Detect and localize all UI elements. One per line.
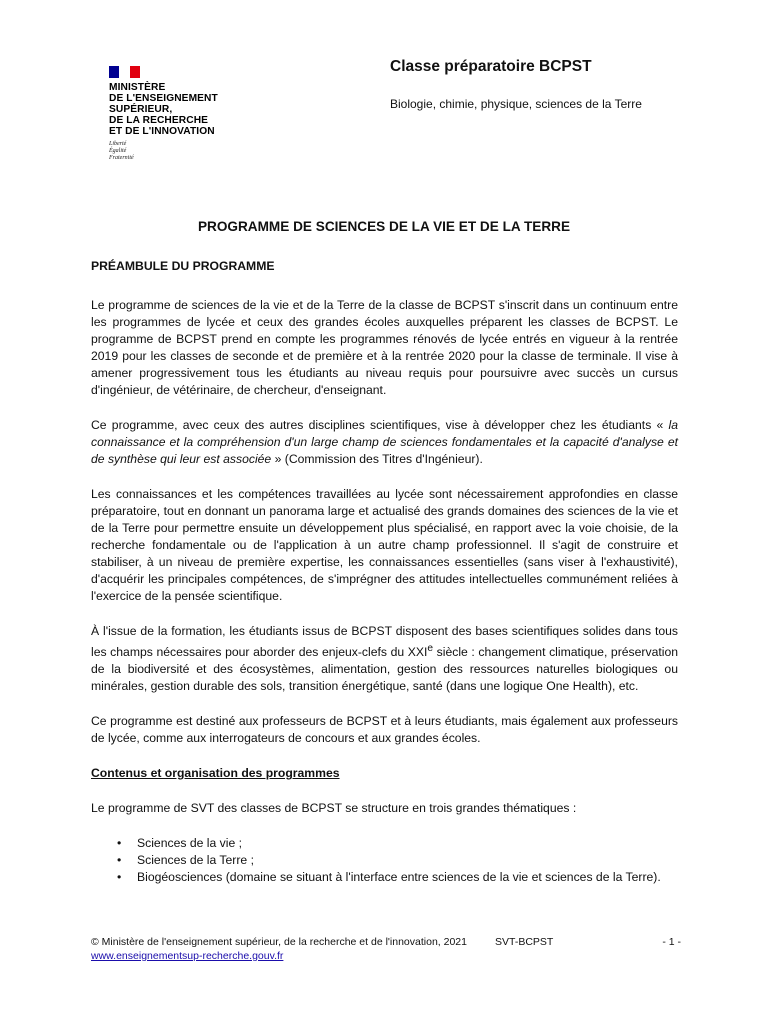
header-title: Classe préparatoire BCPST — [390, 58, 592, 75]
paragraph-audience: Ce programme est destiné aux professeurs de BCPST et à leurs étudiants, mais également aux professeurs de lycée, comme aux interrogateurs de concours et aux grandes écoles. — [91, 714, 678, 746]
list-item-text: Sciences de la Terre ; — [137, 853, 254, 868]
list-item — [91, 852, 678, 869]
republic-motto — [109, 141, 239, 162]
bullet-icon: • — [117, 853, 122, 868]
ministry-logo — [109, 66, 239, 162]
page-number: - 1 - — [662, 936, 681, 948]
paragraph-text: » (Commission des Titres d'Ingénieur). — [271, 452, 483, 466]
ministry-line: MINISTÈRE — [109, 82, 166, 93]
section-intro: Le programme de SVT des classes de BCPST se structure en trois grandes thématiques : — [91, 801, 577, 816]
themes-list — [91, 835, 678, 886]
list-item-text: Sciences de la vie ; — [137, 836, 243, 851]
motto-line: Fraternité — [109, 155, 134, 161]
bullet-icon: • — [117, 836, 122, 851]
paragraph-text: Ce programme, avec ceux des autres disciplines scientifiques, vise à développer chez les étudiants « — [91, 418, 669, 432]
ministry-name — [109, 82, 239, 137]
document-body — [91, 258, 678, 886]
section-heading: Contenus et organisation des programmes — [91, 766, 340, 781]
bullet-icon: • — [117, 870, 122, 885]
ministry-line: DE L'ENSEIGNEMENT — [109, 93, 218, 104]
paragraph-text: À l'issue de la formation, les étudiants issus de BCPST disposent des bases scientifiques solides dans tous les champs nécessaires pour aborder des enjeux-clefs du XXI — [91, 624, 678, 660]
page-footer — [91, 935, 681, 963]
footer-link[interactable]: www.enseignementsup-recherche.gouv.fr — [91, 950, 284, 962]
preamble-heading: PRÉAMBULE DU PROGRAMME — [91, 259, 275, 273]
footer-copyright: © Ministère de l'enseignement supérieur, de la recherche et de l'innovation, 2021 — [91, 936, 467, 948]
header-subtitle: Biologie, chimie, physique, sciences de la Terre — [390, 97, 642, 111]
page-title: PROGRAMME DE SCIENCES DE LA VIE ET DE LA TERRE — [197, 219, 571, 234]
paragraph-text: siècle : changement climatique, préservation de la biodiversité et des écosystèmes, alimentation, gestion des ressources naturelles biologiques ou minérales, gestion durable des sols, transition énergétique, santé (dans une logique One Health), etc. — [91, 645, 678, 694]
paragraph-outcomes — [91, 623, 678, 695]
list-item — [91, 869, 678, 886]
footer-code: SVT-BCPST — [494, 936, 554, 948]
superscript: e — [427, 643, 434, 654]
paragraph-competences: Les connaissances et les compétences travaillées au lycée sont nécessairement approfondies en classe préparatoire, tout en donnant un panorama large et actualisé des grands domaines des sciences de la vie et de la Terre pour permettre ensuite un développement plus spécialisé, en rapport avec la voie choisie, de la recherche fondamentale ou de l'application à un autre champ professionnel. Il s'agit de construire et stabiliser, à un niveau de première expertise, les connaissances essentielles (sans viser à l'exhaustivité), d'acquérir les principales compétences, de s'imprégner des attitudes intellectuelles communément reliées à l'exercice de la pensée scientifique. — [91, 487, 678, 603]
list-item-text: Biogéosciences (domaine se situant à l'interface entre sciences de la vie et sciences de la Terre). — [137, 870, 661, 885]
motto-line: Égalité — [109, 148, 127, 154]
paragraph-objectives — [91, 417, 678, 468]
motto-line: Liberté — [109, 141, 127, 147]
quote-text: la connaissance et la compréhension d'un large champ de sciences fondamentales et la capacité d'analyse et de synthèse qui leur est associée — [91, 418, 678, 466]
ministry-line: DE LA RECHERCHE — [109, 115, 209, 126]
ministry-line: SUPÉRIEUR, — [109, 104, 173, 115]
ministry-line: ET DE L'INNOVATION — [109, 126, 215, 137]
french-flag-icon — [109, 66, 140, 78]
list-item — [91, 835, 678, 852]
paragraph-continuum: Le programme de sciences de la vie et de la Terre de la classe de BCPST s'inscrit dans un continuum entre les programmes de lycée et ceux des grandes écoles auxquelles préparent les classes de BCPST. Le programme de BCPST prend en compte les programmes rénovés de lycée entrés en vigueur à la rentrée 2019 pour les classes de seconde et de première et à la rentrée 2020 pour la classe de terminale. Il vise à amener progressivement tous les étudiants au niveau requis pour poursuivre avec succès un cursus d'ingénieur, de vétérinaire, de chercheur, d'enseignant. — [91, 298, 678, 397]
